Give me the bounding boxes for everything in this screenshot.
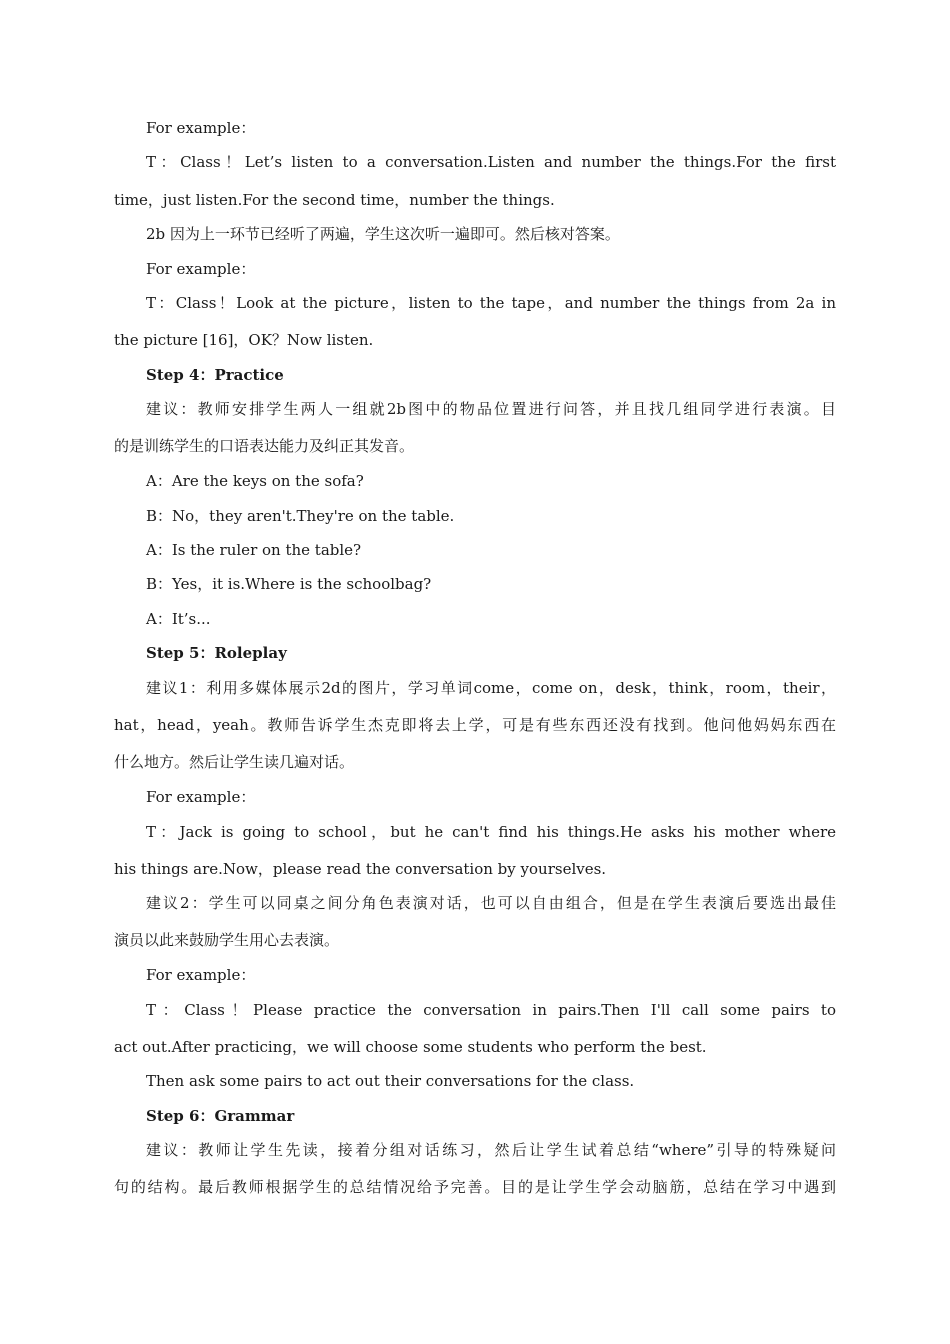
text-line: his things are.Now，please read the conversation by yourselves. — [114, 860, 607, 878]
text-line: For example： — [146, 119, 256, 137]
text-line: T：Class！Please practice the conversation in pairs.Then I'll call some pairs to — [146, 1001, 836, 1019]
text-line: Then ask some pairs to act out their conversations for the class. — [146, 1072, 635, 1090]
dialogue-line: A：Are the keys on the sofa? — [146, 472, 364, 490]
section-heading: Step 6：Grammar — [146, 1107, 295, 1125]
dialogue-line: B：No，they aren't.They're on the table. — [146, 507, 455, 525]
text-line: 建议1：利用多媒体展示2d的图片，学习单词come，come on，desk，think，room，their， — [146, 679, 836, 697]
text-line: For example： — [146, 260, 256, 278]
section-heading: Step 5：Roleplay — [146, 644, 287, 662]
text-line: 2b 因为上一环节已经听了两遍，学生这次听一遍即可。然后核对答案。 — [146, 225, 620, 243]
text-line: T：Jack is going to school，but he can't find his things.He asks his mother where — [146, 823, 836, 841]
text-line: For example： — [146, 788, 256, 806]
text-line: the picture [16]，OK？Now listen. — [114, 331, 374, 349]
dialogue-line: B：Yes，it is.Where is the schoolbag? — [146, 575, 432, 593]
text-line: act out.After practicing，we will choose some students who perform the best. — [114, 1038, 707, 1056]
text-line: 演员以此来鼓励学生用心去表演。 — [114, 931, 340, 949]
text-line: 什么地方。然后让学生读几遍对话。 — [114, 753, 355, 771]
dialogue-line: A：Is the ruler on the table? — [146, 541, 362, 559]
text-line: For example： — [146, 966, 256, 984]
dialogue-line: A：It’s... — [146, 610, 211, 628]
section-heading: Step 4：Practice — [146, 366, 284, 384]
text-line: hat，head，yeah。教师告诉学生杰克即将去上学，可是有些东西还没有找到。他问他妈妈东西在 — [114, 716, 836, 734]
text-line: time，just listen.For the second time，number the things. — [114, 191, 555, 209]
text-line: T：Class！Let’s listen to a conversation.Listen and number the things.For the first — [146, 153, 836, 171]
text-line: 句的结构。最后教师根据学生的总结情况给予完善。目的是让学生学会动脑筋，总结在学习中遇到 — [114, 1178, 836, 1196]
text-line: 建议：教师安排学生两人一组就2b图中的物品位置进行问答，并且找几组同学进行表演。目 — [146, 400, 836, 418]
text-line: T：Class！Look at the picture，listen to the tape，and number the things from 2a in — [146, 294, 836, 312]
text-line: 建议2：学生可以同桌之间分角色表演对话，也可以自由组合，但是在学生表演后要选出最佳 — [146, 894, 836, 912]
text-line: 建议：教师让学生先读，接着分组对话练习，然后让学生试着总结“where”引导的特殊疑问 — [146, 1141, 836, 1159]
text-line: 的是训练学生的口语表达能力及纠正其发音。 — [114, 437, 415, 455]
